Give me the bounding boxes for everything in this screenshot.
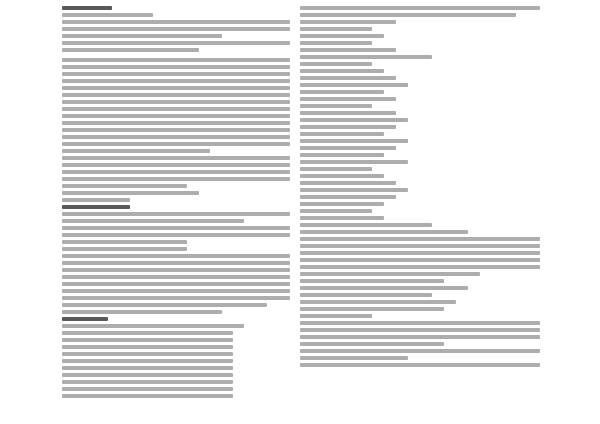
text-line	[62, 380, 233, 384]
text-line	[62, 275, 290, 279]
text-line	[62, 72, 290, 76]
text-line	[62, 27, 290, 31]
text-line	[300, 27, 372, 31]
text-line	[300, 132, 384, 136]
text-line	[62, 387, 233, 391]
text-line	[62, 303, 267, 307]
text-line	[62, 317, 108, 321]
text-line	[62, 296, 290, 300]
text-line	[62, 345, 233, 349]
text-line	[62, 79, 290, 83]
text-line	[62, 261, 290, 265]
text-line	[300, 223, 432, 227]
text-line	[62, 366, 233, 370]
text-line	[62, 394, 233, 398]
text-line	[62, 163, 290, 167]
text-line	[62, 359, 233, 363]
text-line	[300, 188, 408, 192]
text-line	[62, 20, 290, 24]
text-line	[300, 69, 384, 73]
text-line	[62, 156, 290, 160]
text-line	[62, 128, 290, 132]
text-line	[300, 48, 396, 52]
text-line	[62, 65, 290, 69]
text-line	[62, 170, 290, 174]
text-line	[62, 212, 290, 216]
text-line	[62, 331, 233, 335]
text-line	[300, 307, 444, 311]
text-line	[62, 233, 290, 237]
text-line	[62, 247, 187, 251]
text-line	[300, 160, 408, 164]
text-line	[300, 6, 540, 10]
text-line	[62, 198, 130, 202]
text-line	[300, 139, 408, 143]
text-line	[300, 76, 396, 80]
text-line	[300, 41, 372, 45]
text-line	[300, 13, 516, 17]
text-line	[300, 97, 396, 101]
text-line	[62, 254, 290, 258]
text-line	[62, 310, 222, 314]
text-line	[62, 135, 290, 139]
text-line	[62, 107, 290, 111]
left-column	[62, 6, 290, 401]
text-line	[300, 83, 408, 87]
text-line	[62, 34, 222, 38]
text-line	[300, 55, 432, 59]
text-line	[62, 338, 233, 342]
text-line	[300, 356, 408, 360]
text-line	[300, 244, 540, 248]
text-line	[62, 373, 233, 377]
text-line	[300, 321, 540, 325]
text-line	[300, 125, 396, 129]
text-line	[300, 230, 468, 234]
text-line	[300, 265, 540, 269]
text-line	[300, 167, 372, 171]
text-line	[300, 363, 540, 367]
text-line	[300, 111, 396, 115]
text-line	[300, 104, 372, 108]
text-line	[62, 121, 290, 125]
text-line	[300, 209, 372, 213]
text-line	[62, 86, 290, 90]
text-line	[62, 100, 290, 104]
text-line	[300, 202, 384, 206]
text-line	[62, 48, 199, 52]
text-line	[62, 240, 187, 244]
text-line	[300, 342, 444, 346]
text-line	[62, 93, 290, 97]
text-line	[62, 205, 130, 209]
text-line	[300, 20, 396, 24]
text-line	[300, 258, 540, 262]
text-line	[300, 195, 396, 199]
text-line	[300, 181, 396, 185]
text-line	[62, 114, 290, 118]
text-line	[300, 279, 444, 283]
text-line	[300, 34, 384, 38]
text-line	[300, 335, 540, 339]
text-line	[62, 13, 153, 17]
text-line	[62, 352, 233, 356]
text-line	[62, 282, 290, 286]
text-line	[62, 177, 290, 181]
text-line	[62, 58, 290, 62]
text-line	[62, 41, 290, 45]
right-column	[300, 6, 540, 370]
text-line	[300, 328, 540, 332]
text-line	[62, 219, 244, 223]
text-line	[62, 191, 199, 195]
text-line	[300, 293, 432, 297]
text-line	[300, 90, 384, 94]
text-line	[62, 226, 290, 230]
text-line	[300, 314, 372, 318]
text-line	[300, 251, 540, 255]
text-line	[62, 6, 112, 10]
text-line	[300, 286, 468, 290]
text-line	[62, 142, 290, 146]
text-line	[300, 300, 456, 304]
text-line	[300, 118, 408, 122]
text-line	[300, 62, 372, 66]
text-line	[300, 237, 540, 241]
text-line	[300, 146, 396, 150]
text-line	[62, 289, 290, 293]
text-line	[62, 268, 290, 272]
text-line	[300, 153, 384, 157]
text-line	[62, 184, 187, 188]
text-line	[300, 174, 384, 178]
text-line	[62, 324, 244, 328]
text-line	[300, 272, 480, 276]
text-line	[62, 149, 210, 153]
text-line	[300, 216, 384, 220]
text-line	[300, 349, 540, 353]
